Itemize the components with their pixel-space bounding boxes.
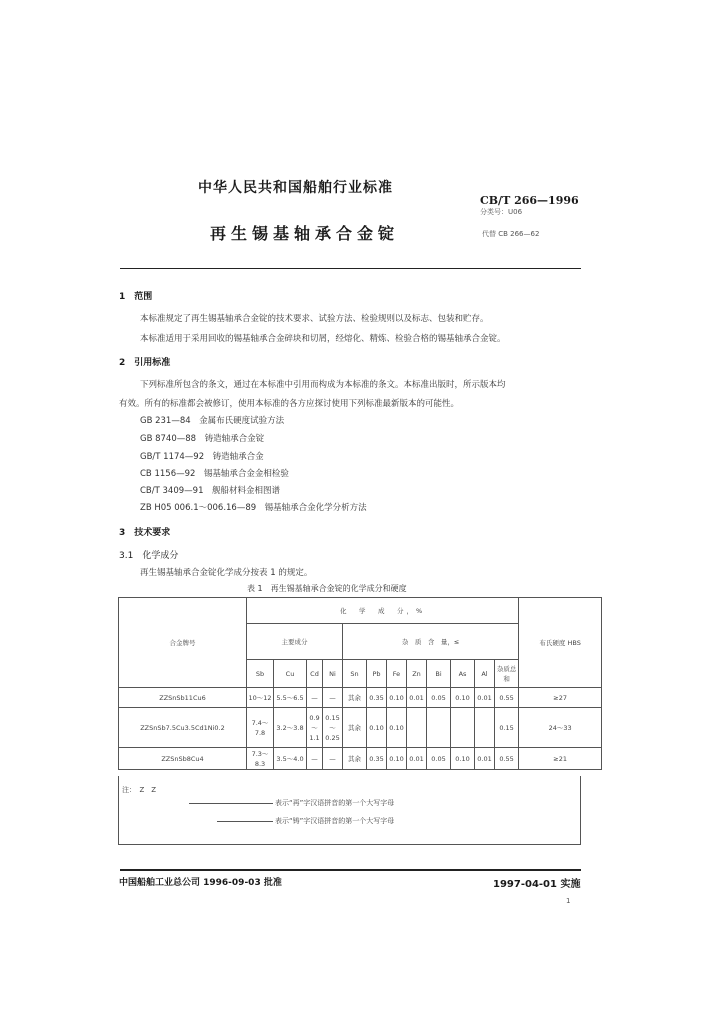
reference-item: ZB H05 006.1～006.16—89 锡基轴承合金化学分析方法 [140,503,367,513]
table-cell: 3.2～3.8 [274,708,307,748]
section-3-1-heading: 3.1 化学成分 [119,551,179,561]
table-cell [407,708,427,748]
table-cell: 0.01 [475,688,495,708]
table-cell: 0.10 [367,708,387,748]
page-number: 1 [566,897,571,905]
header-divider [120,268,581,269]
table-row [119,708,602,748]
note-leader-line [189,803,273,804]
chemical-composition-header: 化 学 成 分，% [247,598,519,624]
table-cell: 0.05 [427,748,451,770]
section-2-paragraph-line-1: 下列标准所包含的条文，通过在本标准中引用而构成为本标准的条文。本标准出版时，所示版本均 [140,380,506,390]
table-row [119,748,602,770]
table-caption: 表 1 再生锡基轴承合金锭的化学成分和硬度 [247,584,407,593]
standard-code: CB/T 266—1996 [480,194,579,207]
column-header: Sn [343,660,367,688]
section-1-heading: 1 范围 [119,292,153,302]
table-cell: 0.9～1.1 [307,708,323,748]
reference-item: CB/T 3409—91 舰船材料金相图谱 [140,486,280,496]
table-row [119,688,602,708]
note-leader-line [217,821,273,822]
table-cell: 0.10 [387,688,407,708]
table-cell: 0.10 [451,688,475,708]
table-cell: 0.01 [407,688,427,708]
main-components-header: 主要成分 [247,624,343,660]
table-cell: 0.55 [495,688,519,708]
section-1-paragraph-1: 本标准规定了再生锡基轴承合金锭的技术要求、试验方法、检验规则以及标志、包装和贮存。 [140,314,489,324]
column-header: Zn [407,660,427,688]
column-header: Cu [274,660,307,688]
table-cell: 0.55 [495,748,519,770]
table-cell: 0.10 [451,748,475,770]
table-cell: 0.10 [387,748,407,770]
table-cell: ≥27 [519,688,602,708]
table-cell: ZZSnSb11Cu6 [119,688,247,708]
table-cell: ≥21 [519,748,602,770]
table-cell: 24～33 [519,708,602,748]
table-cell: ZZSnSb8Cu4 [119,748,247,770]
issuing-organization: 中华人民共和国船舶行业标准 [198,180,393,196]
table-cell: 0.01 [407,748,427,770]
section-2-paragraph-line-2: 有效。所有的标准都会被修订，使用本标准的各方应探讨使用下列标准最新版本的可能性。 [119,399,460,409]
column-header: Sb [247,660,274,688]
chemical-composition-table [118,597,602,770]
table-cell: 10～12 [247,688,274,708]
table-cell: 7.3～8.3 [247,748,274,770]
impurity-header: 杂 质 含 量，≤ [343,624,519,660]
table-cell: 0.15 [495,708,519,748]
note-line-1: 表示“再”字汉语拼音的第一个大写字母 [275,799,395,807]
classification-code: 分类号：U06 [480,208,523,216]
table-cell: 0.35 [367,688,387,708]
table-cell: — [323,688,343,708]
table-cell: 其余 [343,748,367,770]
table-cell: 5.5～6.5 [274,688,307,708]
reference-item: GB 8740—88 铸造轴承合金锭 [140,434,265,444]
table-cell: 3.5～4.0 [274,748,307,770]
column-header: Cd [307,660,323,688]
reference-item: CB 1156—92 锡基轴承合金金相检验 [140,469,289,479]
table-notes [118,776,581,845]
column-header: Ni [323,660,343,688]
column-header: Fe [387,660,407,688]
table-cell: — [307,748,323,770]
table-cell [451,708,475,748]
table-cell: 0.05 [427,688,451,708]
section-3-heading: 3 技术要求 [119,528,171,538]
table-cell: 0.01 [475,748,495,770]
table-cell: — [307,688,323,708]
column-header: 杂质总和 [495,660,519,688]
table-cell [475,708,495,748]
table-cell: 0.10 [387,708,407,748]
table-cell: ZZSnSb7.5Cu3.5Cd1Ni0.2 [119,708,247,748]
reference-item: GB/T 1174—92 铸造轴承合金 [140,452,264,462]
footer-divider [120,869,581,871]
table-cell: 其余 [343,688,367,708]
section-2-heading: 2 引用标准 [119,358,171,368]
column-header: Pb [367,660,387,688]
table-cell: — [323,748,343,770]
note-line-2: 表示“铸”字汉语拼音的第一个大写字母 [275,817,395,825]
grade-header: 合金牌号 [119,598,247,688]
section-3-1-paragraph: 再生锡基轴承合金锭化学成分按表 1 的规定。 [140,568,313,578]
replaces-standard: 代替 CB 266—62 [482,230,540,238]
reference-item: GB 231—84 金属布氏硬度试验方法 [140,416,285,426]
notes-label: 注： Z Z [122,786,157,794]
effective-date: 1997-04-01 实施 [493,879,581,890]
column-header: Al [475,660,495,688]
table-cell [427,708,451,748]
table-cell: 7.4～7.8 [247,708,274,748]
table-cell: 0.15～0.25 [323,708,343,748]
column-header: As [451,660,475,688]
document-title: 再生锡基轴承合金锭 [210,224,400,243]
section-1-paragraph-2: 本标准适用于采用回收的锡基轴承合金碎块和切屑，经熔化、精炼、检验合格的锡基轴承合金锭。 [140,334,506,344]
table-cell: 0.35 [367,748,387,770]
column-header: Bi [427,660,451,688]
table-cell: 其余 [343,708,367,748]
hardness-header: 布氏硬度 HBS [519,598,602,688]
approval-date: 中国船舶工业总公司 1996-09-03 批准 [119,878,282,888]
